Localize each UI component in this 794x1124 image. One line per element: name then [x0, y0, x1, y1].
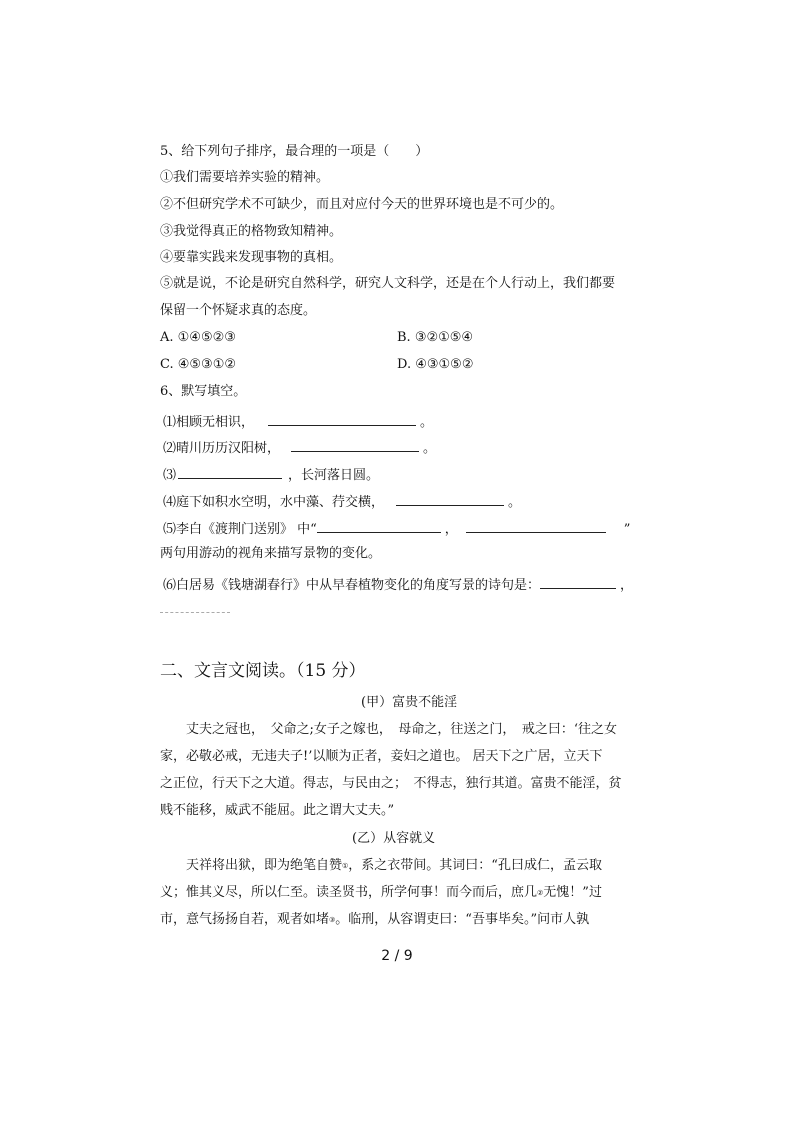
q6-item-5: [163, 518, 630, 539]
passage-yi-line-2-a: 义；惟其义尽，所以仁至。读圣贤书，所学何事！而今而后，庶几: [160, 885, 538, 900]
q5-sentence-4: ④要靠实践来发现事物的真相。: [160, 250, 343, 265]
passage-yi-title: (乙）从容就义: [352, 831, 436, 846]
q6-item-1-end: 。: [420, 415, 434, 430]
q6-item-2-text: ⑵晴川历历汉阳树，: [163, 441, 281, 456]
passage-yi-line-3-a: 市，意气扬扬自若，观者如堵: [160, 912, 330, 927]
passage-yi-line-1-b: ，系之衣带间。其词曰：“孔曰成仁，孟云取: [348, 858, 602, 873]
q6-item-6-text: ⑹白居易《钱塘湖春行》中从早春植物变化的角度写景的诗句是：: [163, 578, 541, 593]
q5-option-a: A. ①④⑤②③: [160, 330, 236, 345]
q6-item-5-text: ⑸李白《渡荆门送别》 中“: [163, 522, 317, 537]
passage-jia-line-3: 之正位，行天下之大道。得志，与民由之； 不得志，独行其道。富贵不能淫，贫: [160, 776, 622, 791]
footnote-marker-2: ②: [537, 889, 544, 897]
q6-item-5-cont: 两句用游动的视角来描写景物的变化。: [160, 546, 382, 561]
q6-item-1-text: ⑴相顾无相识，: [163, 415, 255, 430]
q6-item-4: [163, 491, 521, 512]
q6-item-4-text: ⑷庭下如积水空明，水中藻、荇交横，: [163, 495, 385, 510]
q6-item-6: [163, 574, 633, 595]
passage-jia-title: (甲）富贵不能淫: [361, 695, 458, 710]
answer-blank[interactable]: [317, 518, 441, 533]
section-2-title: 二、文言文阅读。（15 分）: [160, 661, 366, 681]
passage-jia-line-2: 家，必敬必戒，无违夫子!’以顺为正者，妾妇之道也。 居天下之广居，立天下: [160, 749, 603, 764]
q5-option-d: D. ④③①⑤②: [397, 357, 474, 372]
q6-item-3-text: ⑶: [163, 468, 177, 483]
passage-yi-line-3-b: 。临刑，从容谓吏曰：“吾事毕矣。”问市人孰: [335, 912, 590, 927]
q5-sentence-5: ⑤就是说，不论是研究自然科学，研究人文科学，还是在个人行动上，我们都要: [160, 276, 616, 291]
q5-stem: 5、给下列句子排序，最合理的一项是（ ）: [160, 144, 429, 159]
q6-item-3: [163, 464, 379, 485]
footnote-marker-3: ③: [329, 916, 336, 924]
answer-blank-continuation[interactable]: [160, 612, 230, 613]
answer-blank[interactable]: [268, 411, 416, 426]
q6-item-2: [163, 437, 436, 458]
passage-yi-line-2-b: 无愧！”过: [543, 885, 602, 900]
footnote-marker-1: ①: [342, 862, 349, 870]
q6-item-3-end: ，长河落日圆。: [288, 468, 380, 483]
passage-yi-line-3: [160, 911, 589, 929]
q5-option-c: C. ④⑤③①②: [160, 357, 237, 372]
answer-blank[interactable]: [396, 491, 504, 506]
q6-item-1: [163, 411, 433, 432]
answer-blank[interactable]: [291, 437, 419, 452]
q5-sentence-3: ③我觉得真正的格物致知精神。: [160, 224, 343, 239]
answer-blank[interactable]: [178, 464, 282, 479]
page-number: 2 / 9: [381, 948, 413, 964]
passage-yi-line-2: [160, 884, 602, 902]
q6-item-6-end: ，: [620, 578, 634, 593]
passage-jia-line-1: 丈夫之冠也， 父命之;女子之嫁也， 母命之，往送之门， 戒之曰：‘往之女: [186, 722, 618, 737]
answer-blank[interactable]: [540, 574, 616, 589]
passage-yi-line-1: [186, 857, 602, 875]
passage-yi-line-1-a: 天祥将出狱，即为绝笔自赞: [186, 858, 343, 873]
q6-item-2-end: 。: [423, 441, 437, 456]
q6-item-5-comma: ，: [444, 522, 458, 537]
q6-stem: 6、默写填空。: [160, 384, 247, 399]
q5-sentence-1: ①我们需要培养实验的精神。: [160, 170, 330, 185]
q5-sentence-2: ②不但研究学术不可缺少，而且对应付今天的世界环境也是不可少的。: [160, 197, 564, 212]
passage-jia-line-4: 贱不能移，威武不能屈。此之谓大丈夫。”: [160, 803, 395, 818]
q6-item-4-end: 。: [508, 495, 522, 510]
q5-option-b: B. ③②①⑤④: [397, 330, 474, 345]
q5-sentence-5-cont: 保留一个怀疑求真的态度。: [160, 303, 317, 318]
q6-item-5-end: ”: [623, 522, 631, 537]
answer-blank[interactable]: [466, 518, 606, 533]
